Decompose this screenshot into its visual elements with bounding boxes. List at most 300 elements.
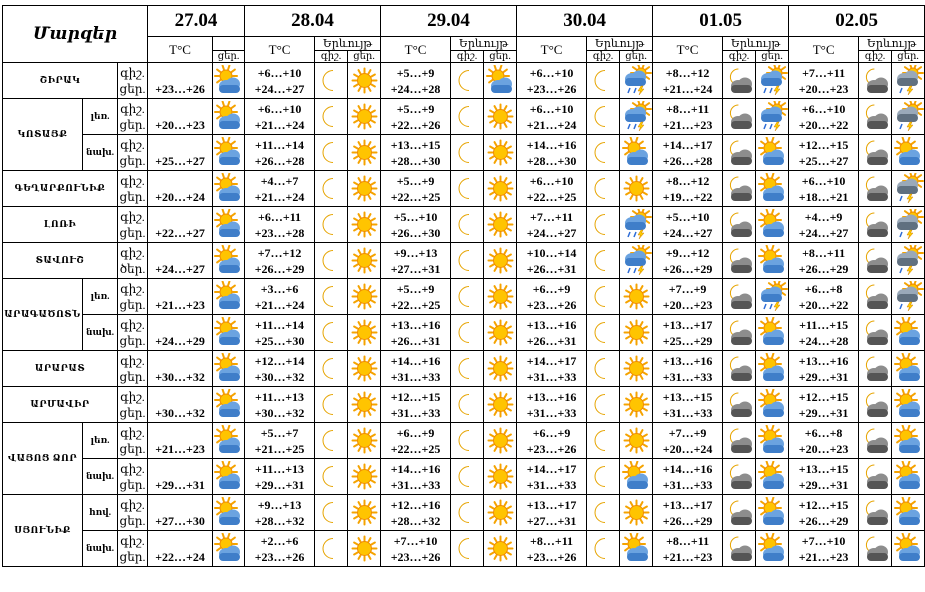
temp-range: +7…+9 +20…+23 [653, 279, 723, 315]
table-row [3, 459, 925, 495]
sun-icon [348, 63, 381, 99]
sun-behind-cloud-icon [892, 423, 925, 459]
temp-range: +14…+17 +31…+33 [517, 351, 587, 387]
night-day-label: գիշ. ցեր. [118, 135, 148, 171]
temp-range: +2…+6 +23…+26 [245, 531, 315, 567]
sun-behind-cloud-icon [892, 315, 925, 351]
sun-cloud-storm-icon [892, 279, 925, 315]
night-day-label: գիշ. ցեր. [118, 63, 148, 99]
temp-range: +6…+10 +21…+24 [517, 99, 587, 135]
crescent-moon-icon [451, 459, 484, 495]
temp-header: T°C [653, 37, 723, 63]
temp-range: +8…+11 +26…+29 [789, 243, 859, 279]
moon-behind-cloud-icon [859, 315, 892, 351]
date-header: 27.04 [148, 6, 245, 37]
sun-behind-cloud-icon [892, 351, 925, 387]
moon-behind-cloud-icon [723, 387, 756, 423]
temp-range: +4…+7 +21…+24 [245, 171, 315, 207]
temp-value: +22…+27 [148, 207, 213, 243]
region-name: ԱՐԱԳԱԾՈՏՆ [3, 279, 83, 351]
temp-range: +10…+14 +26…+31 [517, 243, 587, 279]
temp-value: +27…+30 [148, 495, 213, 531]
crescent-moon-icon [587, 531, 620, 567]
crescent-moon-icon [451, 207, 484, 243]
temp-range: +11…+13 +30…+32 [245, 387, 315, 423]
zone-label: լեռ. [83, 423, 118, 459]
temp-value: +23…+26 [148, 63, 213, 99]
night-day-label: գիշ. ցեր. [118, 531, 148, 567]
sun-behind-cloud-icon [213, 459, 245, 495]
night-day-label: գիշ. ցեր. [118, 495, 148, 531]
crescent-moon-icon [587, 459, 620, 495]
cloud-rain-sun-icon [756, 279, 789, 315]
region-name: ՎԱՅՈՑ ՁՈՐ [3, 423, 83, 495]
table-row [3, 279, 925, 315]
zone-label: նախ. [83, 459, 118, 495]
sun-cloud-storm-icon [892, 63, 925, 99]
temp-range: +6…+10 +22…+25 [517, 171, 587, 207]
temp-value: +30…+32 [148, 351, 213, 387]
region-name: ԼՈՌԻ [3, 207, 118, 243]
temp-range: +13…+15 +29…+31 [789, 459, 859, 495]
region-name: ՏԱՎՈՒՇ [3, 243, 118, 279]
sun-icon [348, 423, 381, 459]
temp-range: +11…+15 +24…+28 [789, 315, 859, 351]
night-header: գիշ. [451, 51, 484, 63]
sun-behind-cloud-icon [620, 459, 653, 495]
crescent-moon-icon [451, 135, 484, 171]
crescent-moon-icon [587, 423, 620, 459]
moon-behind-cloud-icon [859, 243, 892, 279]
sun-icon [348, 531, 381, 567]
sun-behind-cloud-icon [213, 207, 245, 243]
sun-icon [484, 135, 517, 171]
moon-behind-cloud-icon [723, 135, 756, 171]
temp-value: +21…+23 [148, 279, 213, 315]
temp-range: +6…+11 +23…+28 [245, 207, 315, 243]
night-day-label: գիշ. ցեր. [118, 207, 148, 243]
region-name: ԱՐՄԱՎԻՐ [3, 387, 118, 423]
temp-range: +8…+11 +23…+26 [517, 531, 587, 567]
night-header: գիշ. [315, 51, 348, 63]
crescent-moon-icon [587, 243, 620, 279]
night-day-label: գիշ. ցեր. [118, 99, 148, 135]
crescent-moon-icon [451, 351, 484, 387]
temp-range: +13…+17 +27…+31 [517, 495, 587, 531]
moon-behind-cloud-icon [723, 243, 756, 279]
crescent-moon-icon [451, 243, 484, 279]
temp-range: +6…+10 +21…+24 [245, 99, 315, 135]
sun-behind-cloud-icon [756, 387, 789, 423]
moon-behind-cloud-icon [723, 423, 756, 459]
temp-value: +20…+23 [148, 99, 213, 135]
sun-icon [620, 171, 653, 207]
temp-range: +7…+11 +24…+27 [517, 207, 587, 243]
sun-behind-cloud-icon [213, 351, 245, 387]
sun-cloud-storm-icon [892, 207, 925, 243]
sun-icon [348, 495, 381, 531]
moon-behind-cloud-icon [859, 279, 892, 315]
night-day-label: գիշ. ցեր. [118, 315, 148, 351]
table-row [3, 495, 925, 531]
moon-behind-cloud-icon [859, 171, 892, 207]
crescent-moon-icon [451, 63, 484, 99]
temp-range: +11…+13 +29…+31 [245, 459, 315, 495]
night-header: գիշ. [587, 51, 620, 63]
phenomenon-header: Երևույթ [723, 37, 789, 51]
temp-value: +25…+27 [148, 135, 213, 171]
crescent-moon-icon [315, 423, 348, 459]
sun-icon [484, 495, 517, 531]
crescent-moon-icon [451, 315, 484, 351]
sun-icon [484, 351, 517, 387]
day-header: ցեր. [892, 51, 925, 63]
night-day-label: գիշ. ցեր. [118, 279, 148, 315]
temp-value: +30…+32 [148, 387, 213, 423]
temp-value: +21…+23 [148, 423, 213, 459]
temp-range: +13…+16 +31…+33 [653, 351, 723, 387]
night-day-label: գիշ. ցեր. [118, 351, 148, 387]
zone-label: նախ. [83, 135, 118, 171]
moon-behind-cloud-icon [723, 315, 756, 351]
temp-range: +14…+16 +31…+33 [381, 459, 451, 495]
temp-header: T°C [517, 37, 587, 63]
crescent-moon-icon [451, 279, 484, 315]
crescent-moon-icon [315, 387, 348, 423]
table-row [3, 351, 925, 387]
temp-range: +5…+9 +22…+25 [381, 171, 451, 207]
moon-behind-cloud-icon [723, 279, 756, 315]
temp-header: T°C [381, 37, 451, 63]
sun-icon [620, 315, 653, 351]
sun-behind-cloud-icon [213, 63, 245, 99]
crescent-moon-icon [315, 315, 348, 351]
phenomenon-header: Երևույթ [315, 37, 381, 51]
sun-behind-cloud-icon [620, 531, 653, 567]
crescent-moon-icon [315, 99, 348, 135]
sun-behind-cloud-icon [484, 63, 517, 99]
day-header: ցեր. [213, 51, 245, 63]
crescent-moon-icon [315, 279, 348, 315]
sun-behind-cloud-icon [892, 387, 925, 423]
region-name: ՍՅՈՒՆԻՔ [3, 495, 83, 567]
region-name: ԱՐԱՐԱՏ [3, 351, 118, 387]
temp-range: +13…+15 +28…+30 [381, 135, 451, 171]
day-header: ցեր. [620, 51, 653, 63]
crescent-moon-icon [587, 99, 620, 135]
temp-range: +6…+9 +22…+25 [381, 423, 451, 459]
table-row [3, 387, 925, 423]
temp-range: +6…+8 +20…+22 [789, 279, 859, 315]
moon-behind-cloud-icon [723, 63, 756, 99]
sun-icon [620, 351, 653, 387]
table-row [3, 423, 925, 459]
zone-label: լեռ. [83, 279, 118, 315]
temp-range: +7…+10 +21…+23 [789, 531, 859, 567]
region-name: ՇԻՐԱԿ [3, 63, 118, 99]
temp-range: +7…+12 +26…+29 [245, 243, 315, 279]
sun-behind-cloud-icon [756, 315, 789, 351]
temp-range: +14…+16 +31…+33 [381, 351, 451, 387]
sun-behind-cloud-icon [213, 531, 245, 567]
night-header: գիշ. [859, 51, 892, 63]
temp-range: +5…+9 +22…+26 [381, 99, 451, 135]
temp-range: +14…+17 +26…+28 [653, 135, 723, 171]
forecast-table [2, 5, 925, 567]
temp-range: +9…+12 +26…+29 [653, 243, 723, 279]
table-row [3, 243, 925, 279]
sun-behind-cloud-icon [756, 243, 789, 279]
sun-behind-cloud-icon [213, 99, 245, 135]
sun-cloud-storm-icon [892, 243, 925, 279]
regions-header: Մարզեր [3, 6, 148, 63]
date-header: 02.05 [789, 6, 925, 37]
temp-range: +6…+8 +20…+23 [789, 423, 859, 459]
sun-behind-cloud-icon [213, 495, 245, 531]
crescent-moon-icon [315, 531, 348, 567]
temp-range: +13…+16 +31…+33 [517, 387, 587, 423]
cloud-rain-sun-icon [620, 207, 653, 243]
sun-behind-cloud-icon [756, 495, 789, 531]
moon-behind-cloud-icon [723, 459, 756, 495]
temp-range: +12…+15 +25…+27 [789, 135, 859, 171]
sun-behind-cloud-icon [892, 495, 925, 531]
crescent-moon-icon [451, 423, 484, 459]
moon-behind-cloud-icon [859, 207, 892, 243]
temp-value: +24…+27 [148, 243, 213, 279]
sun-icon [484, 99, 517, 135]
moon-behind-cloud-icon [859, 423, 892, 459]
moon-behind-cloud-icon [723, 171, 756, 207]
temp-range: +6…+10 +20…+22 [789, 99, 859, 135]
crescent-moon-icon [451, 171, 484, 207]
sun-icon [348, 315, 381, 351]
sun-icon [620, 423, 653, 459]
temp-range: +13…+17 +26…+29 [653, 495, 723, 531]
night-day-label: գիշ. ցեր. [118, 423, 148, 459]
temp-range: +6…+9 +23…+26 [517, 423, 587, 459]
moon-behind-cloud-icon [723, 495, 756, 531]
phenomenon-header: Երևույթ [451, 37, 517, 51]
sun-behind-cloud-icon [756, 531, 789, 567]
temp-range: +8…+12 +19…+22 [653, 171, 723, 207]
sun-icon [484, 531, 517, 567]
temp-range: +5…+10 +26…+30 [381, 207, 451, 243]
cloud-rain-sun-icon [620, 99, 653, 135]
temp-range: +3…+6 +21…+24 [245, 279, 315, 315]
temp-range: +8…+12 +21…+24 [653, 63, 723, 99]
crescent-moon-icon [587, 315, 620, 351]
sun-behind-cloud-icon [213, 243, 245, 279]
night-day-label: գիշ. ցեր. [118, 387, 148, 423]
table-row [3, 63, 925, 99]
crescent-moon-icon [315, 135, 348, 171]
temp-value: +29…+31 [148, 459, 213, 495]
date-header: 28.04 [245, 6, 381, 37]
sun-behind-cloud-icon [756, 351, 789, 387]
sun-icon [620, 279, 653, 315]
crescent-moon-icon [587, 279, 620, 315]
temp-range: +5…+10 +24…+27 [653, 207, 723, 243]
moon-behind-cloud-icon [859, 135, 892, 171]
cloud-rain-sun-icon [620, 63, 653, 99]
temp-range: +12…+15 +29…+31 [789, 387, 859, 423]
temp-range: +12…+16 +28…+32 [381, 495, 451, 531]
date-header: 30.04 [517, 6, 653, 37]
phenomenon-header: Երևույթ [859, 37, 925, 51]
temp-header: T°C [245, 37, 315, 63]
cloud-rain-sun-icon [756, 63, 789, 99]
temp-value: +20…+24 [148, 171, 213, 207]
sun-behind-cloud-icon [892, 531, 925, 567]
temp-range: +6…+9 +23…+26 [517, 279, 587, 315]
sun-icon [484, 207, 517, 243]
sun-behind-cloud-icon [756, 423, 789, 459]
temp-range: +4…+9 +24…+27 [789, 207, 859, 243]
temp-value: +24…+29 [148, 315, 213, 351]
temp-range: +14…+16 +28…+30 [517, 135, 587, 171]
day-header: ցեր. [348, 51, 381, 63]
temp-range: +13…+17 +25…+29 [653, 315, 723, 351]
sun-icon [348, 171, 381, 207]
sun-behind-cloud-icon [892, 459, 925, 495]
table-row [3, 315, 925, 351]
moon-behind-cloud-icon [859, 99, 892, 135]
date-header: 29.04 [381, 6, 517, 37]
temp-range: +7…+10 +23…+26 [381, 531, 451, 567]
sun-cloud-storm-icon [892, 171, 925, 207]
sun-behind-cloud-icon [213, 423, 245, 459]
sun-icon [348, 99, 381, 135]
table-row [3, 531, 925, 567]
temp-range: +6…+10 +18…+21 [789, 171, 859, 207]
sun-behind-cloud-icon [213, 279, 245, 315]
table-row [3, 135, 925, 171]
temp-range: +7…+11 +20…+23 [789, 63, 859, 99]
crescent-moon-icon [587, 135, 620, 171]
table-row [3, 207, 925, 243]
sun-icon [348, 459, 381, 495]
temp-range: +12…+15 +26…+29 [789, 495, 859, 531]
date-header: 01.05 [653, 6, 789, 37]
sun-behind-cloud-icon [892, 135, 925, 171]
sun-icon [620, 387, 653, 423]
sun-icon [484, 423, 517, 459]
temp-value: +22…+24 [148, 531, 213, 567]
sun-behind-cloud-icon [756, 459, 789, 495]
moon-behind-cloud-icon [859, 63, 892, 99]
sun-behind-cloud-icon [213, 135, 245, 171]
temp-range: +6…+10 +24…+27 [245, 63, 315, 99]
moon-behind-cloud-icon [723, 207, 756, 243]
night-header: գիշ. [723, 51, 756, 63]
moon-behind-cloud-icon [859, 531, 892, 567]
crescent-moon-icon [315, 495, 348, 531]
temp-range: +12…+14 +30…+32 [245, 351, 315, 387]
crescent-moon-icon [315, 63, 348, 99]
temp-range: +5…+9 +24…+28 [381, 63, 451, 99]
region-name: ԿՈՏԱՅՔ [3, 99, 83, 171]
cloud-rain-sun-icon [620, 243, 653, 279]
temp-range: +13…+16 +26…+31 [381, 315, 451, 351]
crescent-moon-icon [451, 387, 484, 423]
zone-label: լեռ. [83, 99, 118, 135]
sun-icon [484, 315, 517, 351]
sun-icon [348, 387, 381, 423]
moon-behind-cloud-icon [859, 351, 892, 387]
day-header: ցեր. [756, 51, 789, 63]
crescent-moon-icon [451, 495, 484, 531]
sun-icon [484, 243, 517, 279]
temp-range: +9…+13 +27…+31 [381, 243, 451, 279]
sun-icon [620, 495, 653, 531]
crescent-moon-icon [451, 531, 484, 567]
crescent-moon-icon [587, 63, 620, 99]
blank-header [213, 37, 245, 51]
temp-range: +13…+15 +31…+33 [653, 387, 723, 423]
crescent-moon-icon [587, 207, 620, 243]
sun-behind-cloud-icon [756, 135, 789, 171]
temp-range: +5…+9 +22…+25 [381, 279, 451, 315]
night-day-label: գիշ. ցեր. [118, 171, 148, 207]
temp-range: +14…+17 +31…+33 [517, 459, 587, 495]
sun-icon [484, 459, 517, 495]
sun-behind-cloud-icon [756, 207, 789, 243]
sun-icon [348, 279, 381, 315]
zone-label: հով. [83, 495, 118, 531]
table-row [3, 171, 925, 207]
moon-behind-cloud-icon [723, 531, 756, 567]
night-day-label: գիշ. ծեր. [118, 243, 148, 279]
crescent-moon-icon [587, 351, 620, 387]
temp-range: +14…+16 +31…+33 [653, 459, 723, 495]
zone-label: նախ. [83, 531, 118, 567]
moon-behind-cloud-icon [723, 99, 756, 135]
crescent-moon-icon [315, 459, 348, 495]
region-name: ԳԵՂԱՐՔՈՒՆԻՔ [3, 171, 118, 207]
zone-label: նախ. [83, 315, 118, 351]
moon-behind-cloud-icon [859, 495, 892, 531]
cloud-rain-sun-icon [756, 99, 789, 135]
temp-range: +7…+9 +20…+24 [653, 423, 723, 459]
crescent-moon-icon [587, 387, 620, 423]
crescent-moon-icon [315, 243, 348, 279]
sun-behind-cloud-icon [213, 171, 245, 207]
day-header: ցեր. [484, 51, 517, 63]
table-row [3, 99, 925, 135]
sun-behind-cloud-icon [213, 315, 245, 351]
moon-behind-cloud-icon [859, 387, 892, 423]
sun-icon [348, 243, 381, 279]
temp-range: +13…+16 +26…+31 [517, 315, 587, 351]
phenomenon-header: Երևույթ [587, 37, 653, 51]
temp-range: +6…+10 +23…+26 [517, 63, 587, 99]
crescent-moon-icon [315, 351, 348, 387]
temp-range: +12…+15 +31…+33 [381, 387, 451, 423]
temp-range: +5…+7 +21…+25 [245, 423, 315, 459]
temp-range: +11…+14 +26…+28 [245, 135, 315, 171]
moon-behind-cloud-icon [859, 459, 892, 495]
temp-range: +8…+11 +21…+23 [653, 99, 723, 135]
sun-icon [484, 387, 517, 423]
sun-icon [484, 279, 517, 315]
moon-behind-cloud-icon [723, 351, 756, 387]
crescent-moon-icon [451, 99, 484, 135]
night-day-label: գիշ. ցեր. [118, 459, 148, 495]
temp-range: +13…+16 +29…+31 [789, 351, 859, 387]
sun-behind-cloud-icon [620, 135, 653, 171]
sun-icon [484, 171, 517, 207]
